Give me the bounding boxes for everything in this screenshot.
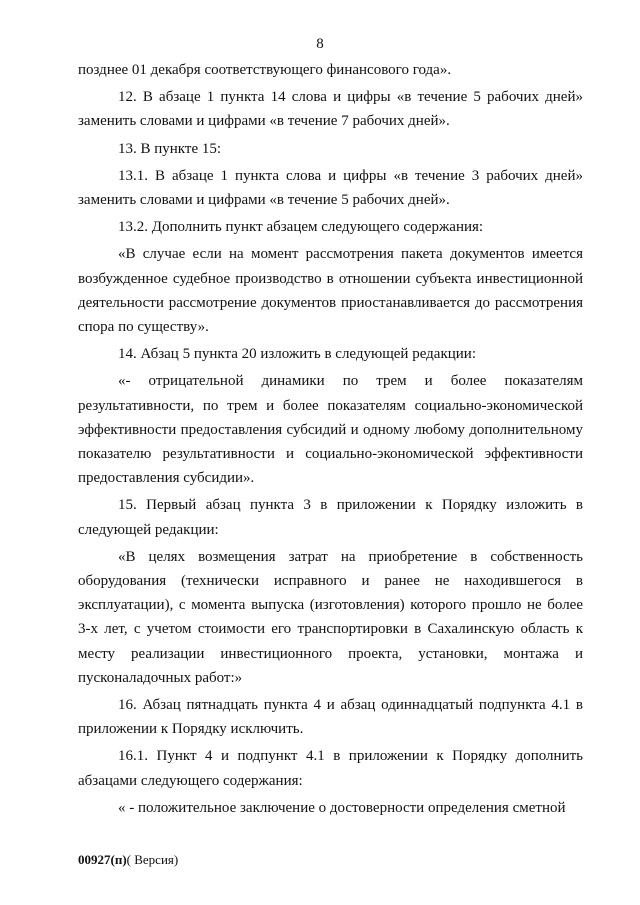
document-footer bbox=[78, 852, 178, 868]
paragraph-item-12: 12. В абзаце 1 пункта 14 слова и цифры «в течение 5 рабочих дней» заменить словами и цифрами «в течение 7 рабочих дней». bbox=[78, 89, 583, 130]
document-code: 00927(п) bbox=[78, 852, 127, 867]
paragraph-quote-16-1: « - положительное заключение о достоверности определения сметной bbox=[118, 799, 566, 816]
document-version: ( Версия) bbox=[126, 852, 179, 867]
paragraph-quote-13-2: «В случае если на момент рассмотрения пакета документов имеется возбужденное судебное производство в отношении субъекта инвестиционной деятельности рассмотрение документов приостанавливается до рассмотрения спора по существу». bbox=[78, 246, 583, 336]
paragraph-item-13: 13. В пункте 15: bbox=[118, 140, 222, 157]
paragraph-quote-14: «- отрицательной динамики по трем и более показателям результативности, по трем и более показателям социально-экономической эффективности предоставления субсидий и одному любому дополнительному показателю результативности и социально-экономической эффективности предоставления субсидии». bbox=[78, 373, 583, 487]
paragraph-item-14: 14. Абзац 5 пункта 20 изложить в следующей редакции: bbox=[118, 346, 477, 363]
page-number: 8 bbox=[316, 36, 324, 52]
paragraph-item-15: 15. Первый абзац пункта 3 в приложении к Порядку изложить в следующей редакции: bbox=[78, 497, 583, 538]
paragraph-item-16-1: 16.1. Пункт 4 и подпункт 4.1 в приложении к Порядку дополнить абзацами следующего содержания: bbox=[78, 748, 583, 789]
paragraph-item-13-2: 13.2. Дополнить пункт абзацем следующего содержания: bbox=[118, 219, 484, 236]
paragraph-continuation: позднее 01 декабря соответствующего финансового года». bbox=[78, 62, 452, 78]
document-body bbox=[78, 58, 583, 820]
paragraph-item-13-1: 13.1. В абзаце 1 пункта слова и цифры «в течение 3 рабочих дней» заменить словами и цифрами «в течение 5 рабочих дней». bbox=[78, 167, 583, 209]
paragraph-item-16: 16. Абзац пятнадцать пункта 4 и абзац одиннадцатый подпункта 4.1 в приложении к Порядку исключить. bbox=[78, 697, 583, 738]
paragraph-quote-15: «В целях возмещения затрат на приобретение в собственность оборудования (технически исправного и ранее не находившегося в эксплуатации), с момента выпуска (изготовления) которого прошло не более 3-х лет, с учетом стоимости его транспортировки в Сахалинскую область к месту реализации инвестиционного проекта, установки, монтажа и пусконаладочных работ:» bbox=[78, 548, 583, 686]
